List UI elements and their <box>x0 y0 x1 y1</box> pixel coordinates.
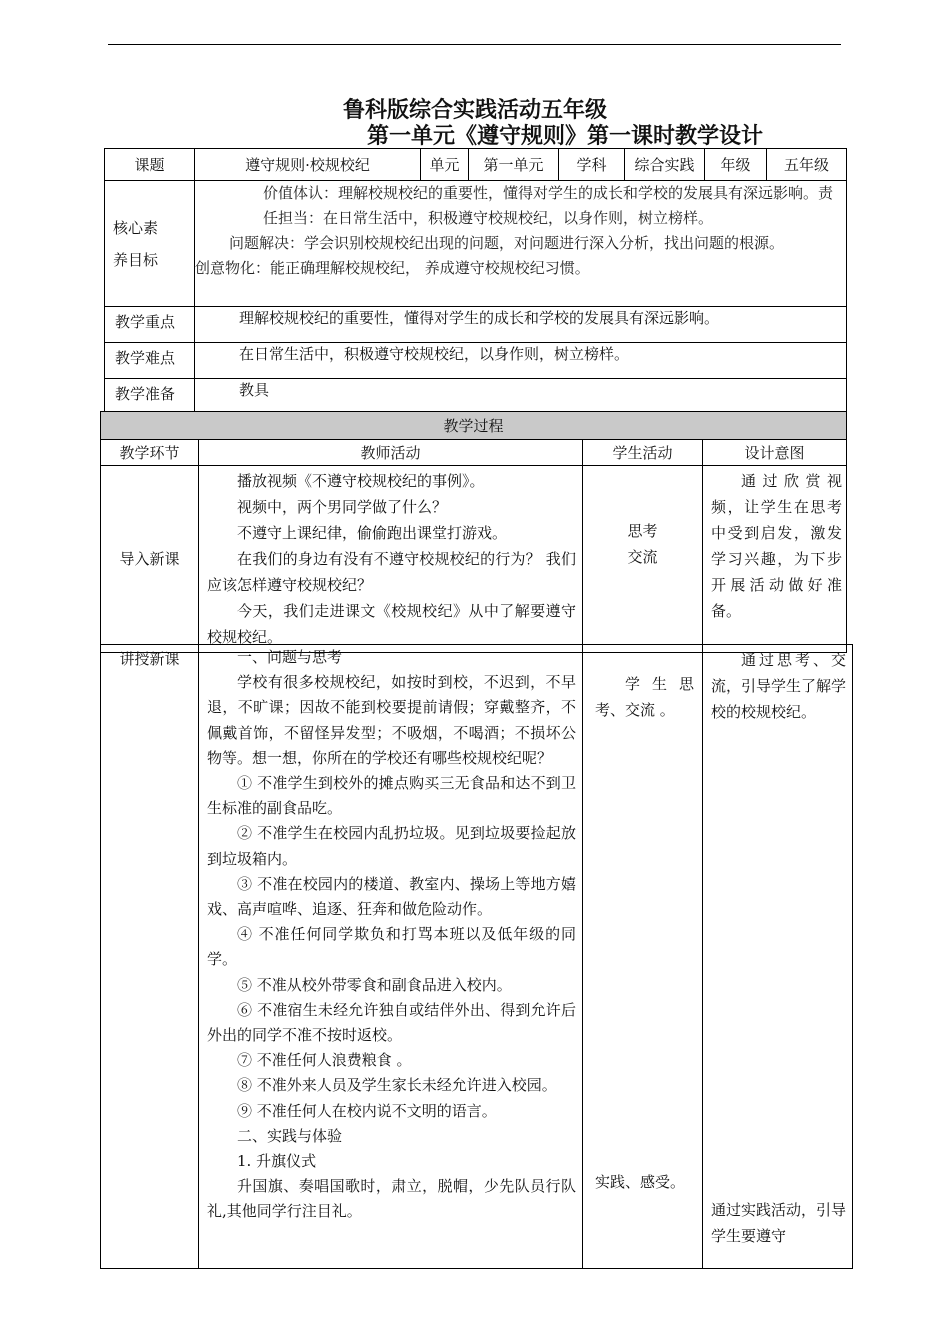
intro-line: 在我们的身边有没有不遵守校规校纪的行为？ 我们应该怎样遵守校规校纪？ <box>207 550 576 594</box>
core-goal-problem: 问题解决：学会识别校规校纪出现的问题，对问题进行深入分析，找出问题的根源。 <box>229 234 785 252</box>
difficulty-label: 教学难点 <box>105 343 195 379</box>
lesson-student-1: 学 生 思 考、交流 。 <box>595 675 694 719</box>
doc-subtitle: 第一单元《遵守规则》第一课时教学设计 <box>366 123 763 149</box>
col-student: 学生活动 <box>583 440 703 466</box>
intro-student-1: 思考 <box>627 522 658 540</box>
lesson-student <box>583 645 703 1269</box>
lesson-intent-1: 通过思考、交流，引导学生了解学校的校规校纪。 <box>711 651 847 721</box>
lesson-stage: 讲授新课 <box>101 645 199 1269</box>
lesson-line: 1. 升旗仪式 <box>237 1152 317 1171</box>
lesson-teacher <box>199 645 583 1269</box>
intro-student <box>583 466 703 653</box>
intro-stage: 导入新课 <box>101 466 199 653</box>
intro-teacher <box>199 466 583 653</box>
unit-value: 第一单元 <box>469 149 559 181</box>
lesson-line: 学校有很多校规校纪，如按时到校，不迟到，不早退，不旷课；因故不能到校要提前请假；穿戴整齐，不佩戴首饰，不留怪异发型；不吸烟，不喝酒；不损坏公物等。想一想，你所在的学校还有哪些校规校纪呢？ <box>207 673 576 767</box>
core-goal-value: 价值体认：理解校规校纪的重要性，懂得对学生的成长和学校的发展具有深远影响。责任担当：在日常生活中，积极遵守校规校纪，以身作则，树立榜样。 <box>263 184 834 227</box>
process-header: 教学过程 <box>101 412 847 440</box>
prep-label: 教学准备 <box>105 379 195 416</box>
intro-line: 视频中，两个男同学做了什么？ <box>237 498 448 516</box>
grade-label: 年级 <box>705 149 767 181</box>
lesson-student-2: 实践、感受。 <box>595 1173 686 1191</box>
difficulty-value: 在日常生活中，积极遵守校规校纪，以身作则，树立榜样。 <box>195 343 847 379</box>
core-goal-create: 创意物化：能正确理解校规校纪， 养成遵守校规校纪习惯。 <box>195 259 590 277</box>
unit-label: 单元 <box>421 149 469 181</box>
key-point-value: 理解校规校纪的重要性，懂得对学生的成长和学校的发展具有深远影响。 <box>195 307 847 343</box>
lesson-line: 升国旗、奏唱国歌时，肃立，脱帽，少先队员行队礼,其他同学行注目礼。 <box>207 1177 576 1221</box>
lesson-line: ⑧ 不准外来人员及学生家长未经允许进入校园。 <box>237 1076 557 1095</box>
topic-label: 课题 <box>105 149 195 181</box>
topic-value: 遵守规则·校规校纪 <box>195 149 421 181</box>
lesson-intent-2: 通过实践活动，引导学生要遵守 <box>711 1201 847 1245</box>
key-point-label: 教学重点 <box>105 307 195 343</box>
lesson-table <box>100 644 853 1269</box>
subject-label: 学科 <box>559 149 625 181</box>
lesson-line: 二、实践与体验 <box>237 1126 343 1145</box>
info-table <box>104 148 847 416</box>
lesson-line: ① 不准学生到校外的摊点购买三无食品和达不到卫生标准的副食品吃。 <box>207 774 576 818</box>
header-rule <box>108 44 841 45</box>
core-label-line1: 核心素 <box>113 218 159 237</box>
lesson-line: ⑨ 不准任何人在校内说不文明的语言。 <box>237 1101 497 1120</box>
col-intent: 设计意图 <box>703 440 847 466</box>
lesson-line: ③ 不准在校园内的楼道、教室内、操场上等地方嬉戏、高声喧哗、追逐、狂奔和做危险动作。 <box>207 874 576 919</box>
intro-line: 播放视频《不遵守校规校纪的事例》。 <box>237 472 485 490</box>
lesson-line: ⑦ 不准任何人浪费粮食 。 <box>237 1051 412 1070</box>
doc-title: 鲁科版综合实践活动五年级 <box>342 97 607 123</box>
core-goals-content <box>195 181 847 307</box>
subject-value: 综合实践 <box>625 149 705 181</box>
lesson-intent <box>703 645 853 1269</box>
lesson-line: ④ 不准任何同学欺负和打骂本班以及低年级的同学。 <box>207 925 576 969</box>
intro-line: 不遵守上课纪律，偷偷跑出课堂打游戏。 <box>237 524 508 542</box>
lesson-line: ⑤ 不准从校外带零食和副食品进入校内。 <box>237 975 512 994</box>
intro-line: 今天，我们走进课文《校规校纪》从中了解要遵守校规校纪。 <box>207 602 576 646</box>
intro-intent-text: 通过欣赏视频，让学生在思考中受到启发，激发学习兴趣，为下步开展活动做好准备。 <box>711 472 843 620</box>
intro-intent <box>703 466 847 653</box>
lesson-line: 一、问题与思考 <box>237 648 343 666</box>
process-table <box>100 411 847 653</box>
intro-student-2: 交流 <box>627 548 658 566</box>
col-teacher: 教师活动 <box>199 440 583 466</box>
core-label-line2: 养目标 <box>113 250 159 269</box>
core-goals-label <box>105 181 195 307</box>
col-stage: 教学环节 <box>101 440 199 466</box>
prep-value: 教具 <box>195 379 847 416</box>
lesson-line: ⑥ 不准宿生未经允许独自或结伴外出、得到允许后外出的同学不准不按时返校。 <box>207 1000 576 1045</box>
lesson-line: ② 不准学生在校园内乱扔垃圾。见到垃圾要捡起放到垃圾箱内。 <box>207 824 576 868</box>
grade-value: 五年级 <box>767 149 847 181</box>
